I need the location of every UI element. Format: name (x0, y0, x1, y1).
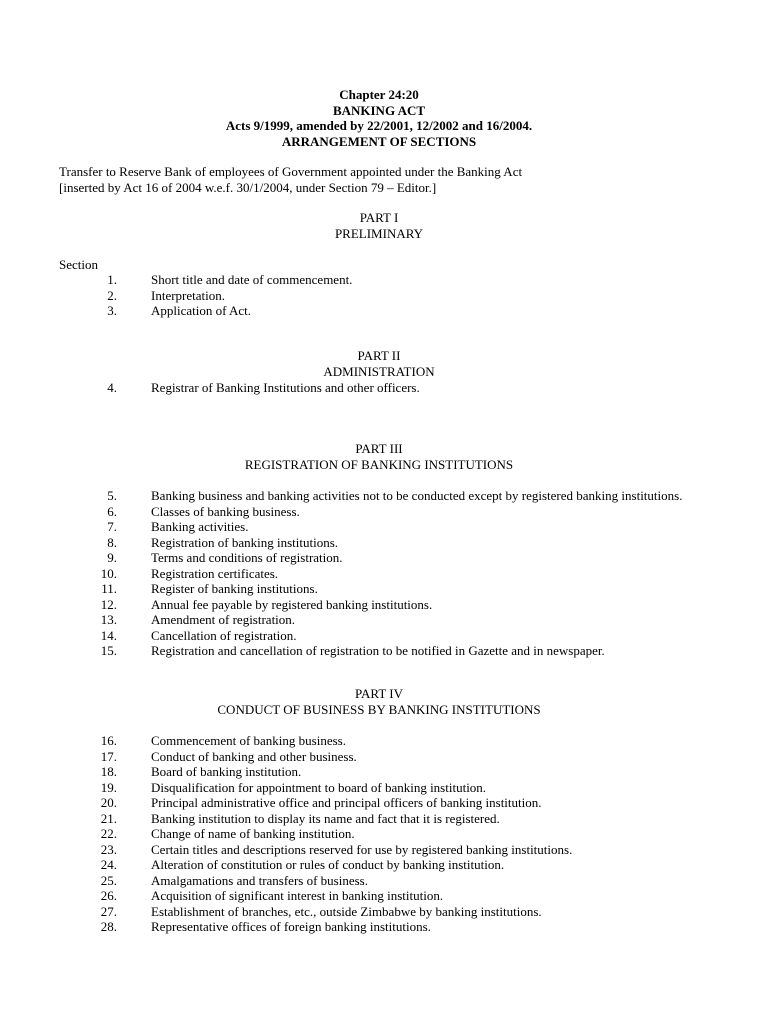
intro-line-2: [inserted by Act 16 of 2004 w.e.f. 30/1/2004, under Section 79 – Editor.] (59, 179, 437, 195)
part-heading-3 (0, 441, 758, 472)
amendments-line: Acts 9/1999, amended by 22/2001, 12/2002 and 16/2004. (225, 118, 533, 133)
section-number: 4. (107, 380, 117, 395)
section-number: 14. (100, 627, 117, 643)
section-title: Board of banking institution. (151, 764, 302, 779)
section-number: 6. (107, 503, 117, 519)
section-row (0, 612, 768, 628)
act-title: BANKING ACT (332, 102, 426, 118)
section-number: 8. (107, 534, 117, 550)
section-number: 22. (100, 826, 117, 841)
section-number: 18. (100, 764, 117, 779)
section-title: Banking institution to display its name and fact that it is registered. (151, 810, 500, 826)
section-number: 21. (100, 810, 117, 826)
section-number: 9. (107, 550, 117, 565)
section-row (0, 811, 768, 827)
section-row (0, 749, 768, 765)
part-title: ADMINISTRATION (323, 363, 435, 379)
section-title: Application of Act. (151, 303, 252, 318)
section-row (0, 628, 768, 644)
section-row (0, 550, 768, 566)
part-title: PRELIMINARY (334, 225, 424, 241)
section-row (0, 581, 768, 597)
section-row (0, 288, 768, 304)
section-row (0, 303, 768, 319)
section-title: Registration and cancellation of registration to be notified in Gazette and in newspaper. (151, 643, 605, 658)
section-row (0, 780, 768, 796)
section-row (0, 764, 768, 780)
section-number: 23. (100, 841, 117, 857)
section-title: Certain titles and descriptions reserved for use by registered banking institutions. (151, 841, 573, 857)
section-number: 5. (107, 488, 117, 503)
section-title: Classes of banking business. (151, 503, 300, 519)
section-row (0, 888, 768, 904)
chapter-number: Chapter 24:20 (339, 87, 419, 102)
section-title: Amendment of registration. (151, 612, 296, 627)
section-row (0, 272, 768, 288)
section-title: Alteration of constitution or rules of conduct by banking institution. (151, 857, 505, 872)
section-row (0, 504, 768, 520)
section-title: Conduct of banking and other business. (151, 748, 357, 764)
section-title: Register of banking institutions. (151, 581, 318, 596)
section-title: Amalgamations and transfers of business. (151, 872, 368, 888)
section-title: Registration certificates. (151, 565, 279, 581)
section-title: Commencement of banking business. (151, 733, 346, 748)
part-title: REGISTRATION OF BANKING INSTITUTIONS (244, 456, 514, 472)
section-number: 10. (100, 565, 117, 581)
section-list-part-4 (0, 733, 768, 935)
section-number: 13. (100, 612, 117, 627)
section-number: 25. (100, 872, 117, 888)
section-number: 19. (100, 779, 117, 795)
section-title: Acquisition of significant interest in banking institution. (151, 888, 444, 903)
section-column-label: Section (59, 257, 98, 272)
part-label: PART III (355, 441, 403, 456)
section-number: 12. (100, 596, 117, 612)
section-number: 20. (100, 795, 117, 810)
part-label: PART I (359, 210, 399, 225)
part-title: CONDUCT OF BUSINESS BY BANKING INSTITUTIONS (217, 701, 541, 717)
section-title: Terms and conditions of registration. (151, 550, 343, 565)
section-row (0, 826, 768, 842)
section-title: Interpretation. (151, 287, 225, 303)
intro-line-1: Transfer to Reserve Bank of employees of Government appointed under the Banking Act (59, 164, 523, 179)
section-title: Banking activities. (151, 519, 249, 534)
section-number: 27. (100, 903, 117, 919)
section-row (0, 857, 768, 873)
section-title: Principal administrative office and principal officers of banking institution. (151, 795, 542, 810)
section-row (0, 795, 768, 811)
section-number: 15. (100, 643, 117, 658)
section-title: Registration of banking institutions. (151, 534, 339, 550)
document-header (0, 87, 758, 149)
section-number: 11. (101, 581, 117, 596)
section-title: Short title and date of commencement. (151, 272, 353, 287)
arrangement-heading: ARRANGEMENT OF SECTIONS (281, 133, 477, 149)
section-list-part-3 (0, 488, 768, 659)
section-title: Banking business and banking activities not to be conducted except by registered banking institutions. (151, 488, 683, 503)
part-label: PART IV (355, 686, 403, 701)
section-row (0, 535, 768, 551)
section-row (0, 519, 768, 535)
section-number: 28. (100, 919, 117, 934)
section-number: 2. (107, 287, 117, 303)
section-row (0, 380, 768, 396)
section-row (0, 597, 768, 613)
section-row (0, 919, 768, 935)
section-row (0, 643, 768, 659)
section-row (0, 488, 768, 504)
section-row (0, 873, 768, 889)
part-heading-1 (0, 210, 758, 241)
part-heading-4 (0, 686, 758, 717)
section-title: Cancellation of registration. (151, 627, 297, 643)
section-number: 1. (107, 272, 117, 287)
section-number: 16. (100, 733, 117, 748)
section-number: 7. (107, 519, 117, 534)
part-label: PART II (357, 348, 401, 363)
section-title: Change of name of banking institution. (151, 826, 355, 841)
part-heading-2 (0, 348, 758, 379)
section-list-part-1 (0, 272, 768, 319)
section-number: 3. (107, 303, 117, 318)
intro-note (59, 164, 739, 195)
section-row (0, 842, 768, 858)
section-row (0, 566, 768, 582)
section-number: 17. (100, 748, 117, 764)
section-number: 24. (100, 857, 117, 872)
section-title: Registrar of Banking Institutions and other officers. (151, 380, 420, 395)
section-list-part-2 (0, 380, 768, 396)
section-title: Establishment of branches, etc., outside Zimbabwe by banking institutions. (151, 903, 542, 919)
section-row (0, 733, 768, 749)
section-title: Representative offices of foreign banking institutions. (151, 919, 431, 934)
section-row (0, 904, 768, 920)
section-number: 26. (100, 888, 117, 903)
section-title: Disqualification for appointment to board of banking institution. (151, 779, 487, 795)
section-title: Annual fee payable by registered banking institutions. (151, 596, 433, 612)
